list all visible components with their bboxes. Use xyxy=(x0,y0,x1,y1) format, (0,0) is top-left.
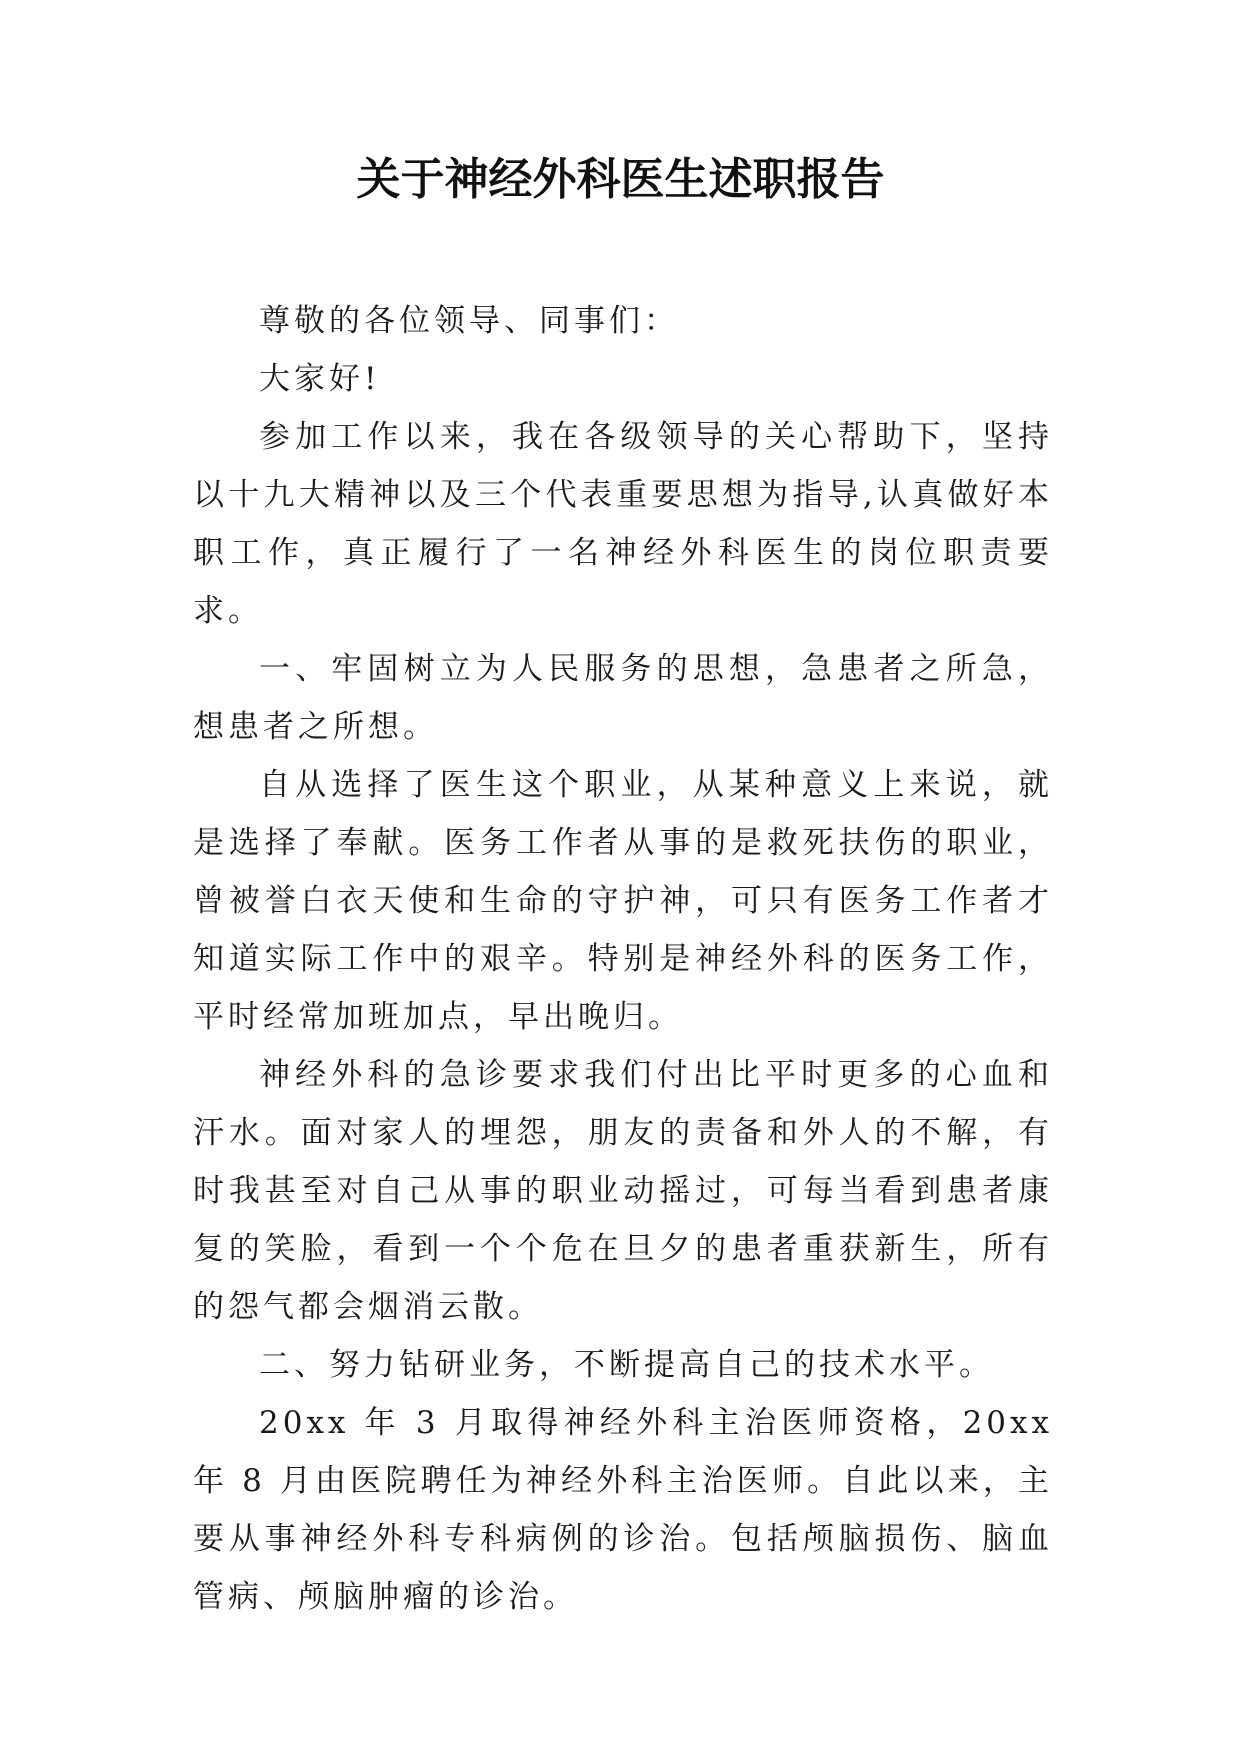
paragraph-section-1a: 自从选择了医生这个职业，从某种意义上来说，就是选择了奉献。医务工作者从事的是救死扶伤的职业，曾被誉白衣天使和生命的守护神，可只有医务工作者才知道实际工作中的艰辛。特别是神经外科的医务工作，平时经常加班加点，早出晚归。 xyxy=(193,767,1053,1035)
paragraph-section-2a: 20xx 年 3 月取得神经外科主治医师资格，20xx 年 8 月由医院聘任为神经外科主治医师。自此以来，主要从事神经外科专科病例的诊治。包括颅脑损伤、脑血管病、颅脑肿瘤的诊治。 xyxy=(193,1405,1053,1615)
paragraph-intro: 参加工作以来，我在各级领导的关心帮助下，坚持以十九大精神以及三个代表重要思想为指导,认真做好本职工作，真正履行了一名神经外科医生的岗位职责要求。 xyxy=(193,419,1053,629)
document-title: 关于神经外科医生述职报告 xyxy=(356,154,885,205)
section-heading-2: 二、努力钻研业务，不断提高自己的技术水平。 xyxy=(259,1347,994,1383)
paragraph-salutation: 尊敬的各位领导、同事们： xyxy=(259,303,679,339)
paragraph-section-1b: 神经外科的急诊要求我们付出比平时更多的心血和汗水。面对家人的埋怨，朋友的责备和外人的不解，有时我甚至对自己从事的职业动摇过，可每当看到患者康复的笑脸，看到一个个危在旦夕的患者重获新生，所有的怨气都会烟消云散。 xyxy=(193,1057,1053,1325)
paragraph-greeting: 大家好! xyxy=(259,361,381,397)
section-heading-1: 一、牢固树立为人民服务的思想，急患者之所急，想患者之所想。 xyxy=(193,651,1053,745)
document-body xyxy=(193,292,1053,1626)
